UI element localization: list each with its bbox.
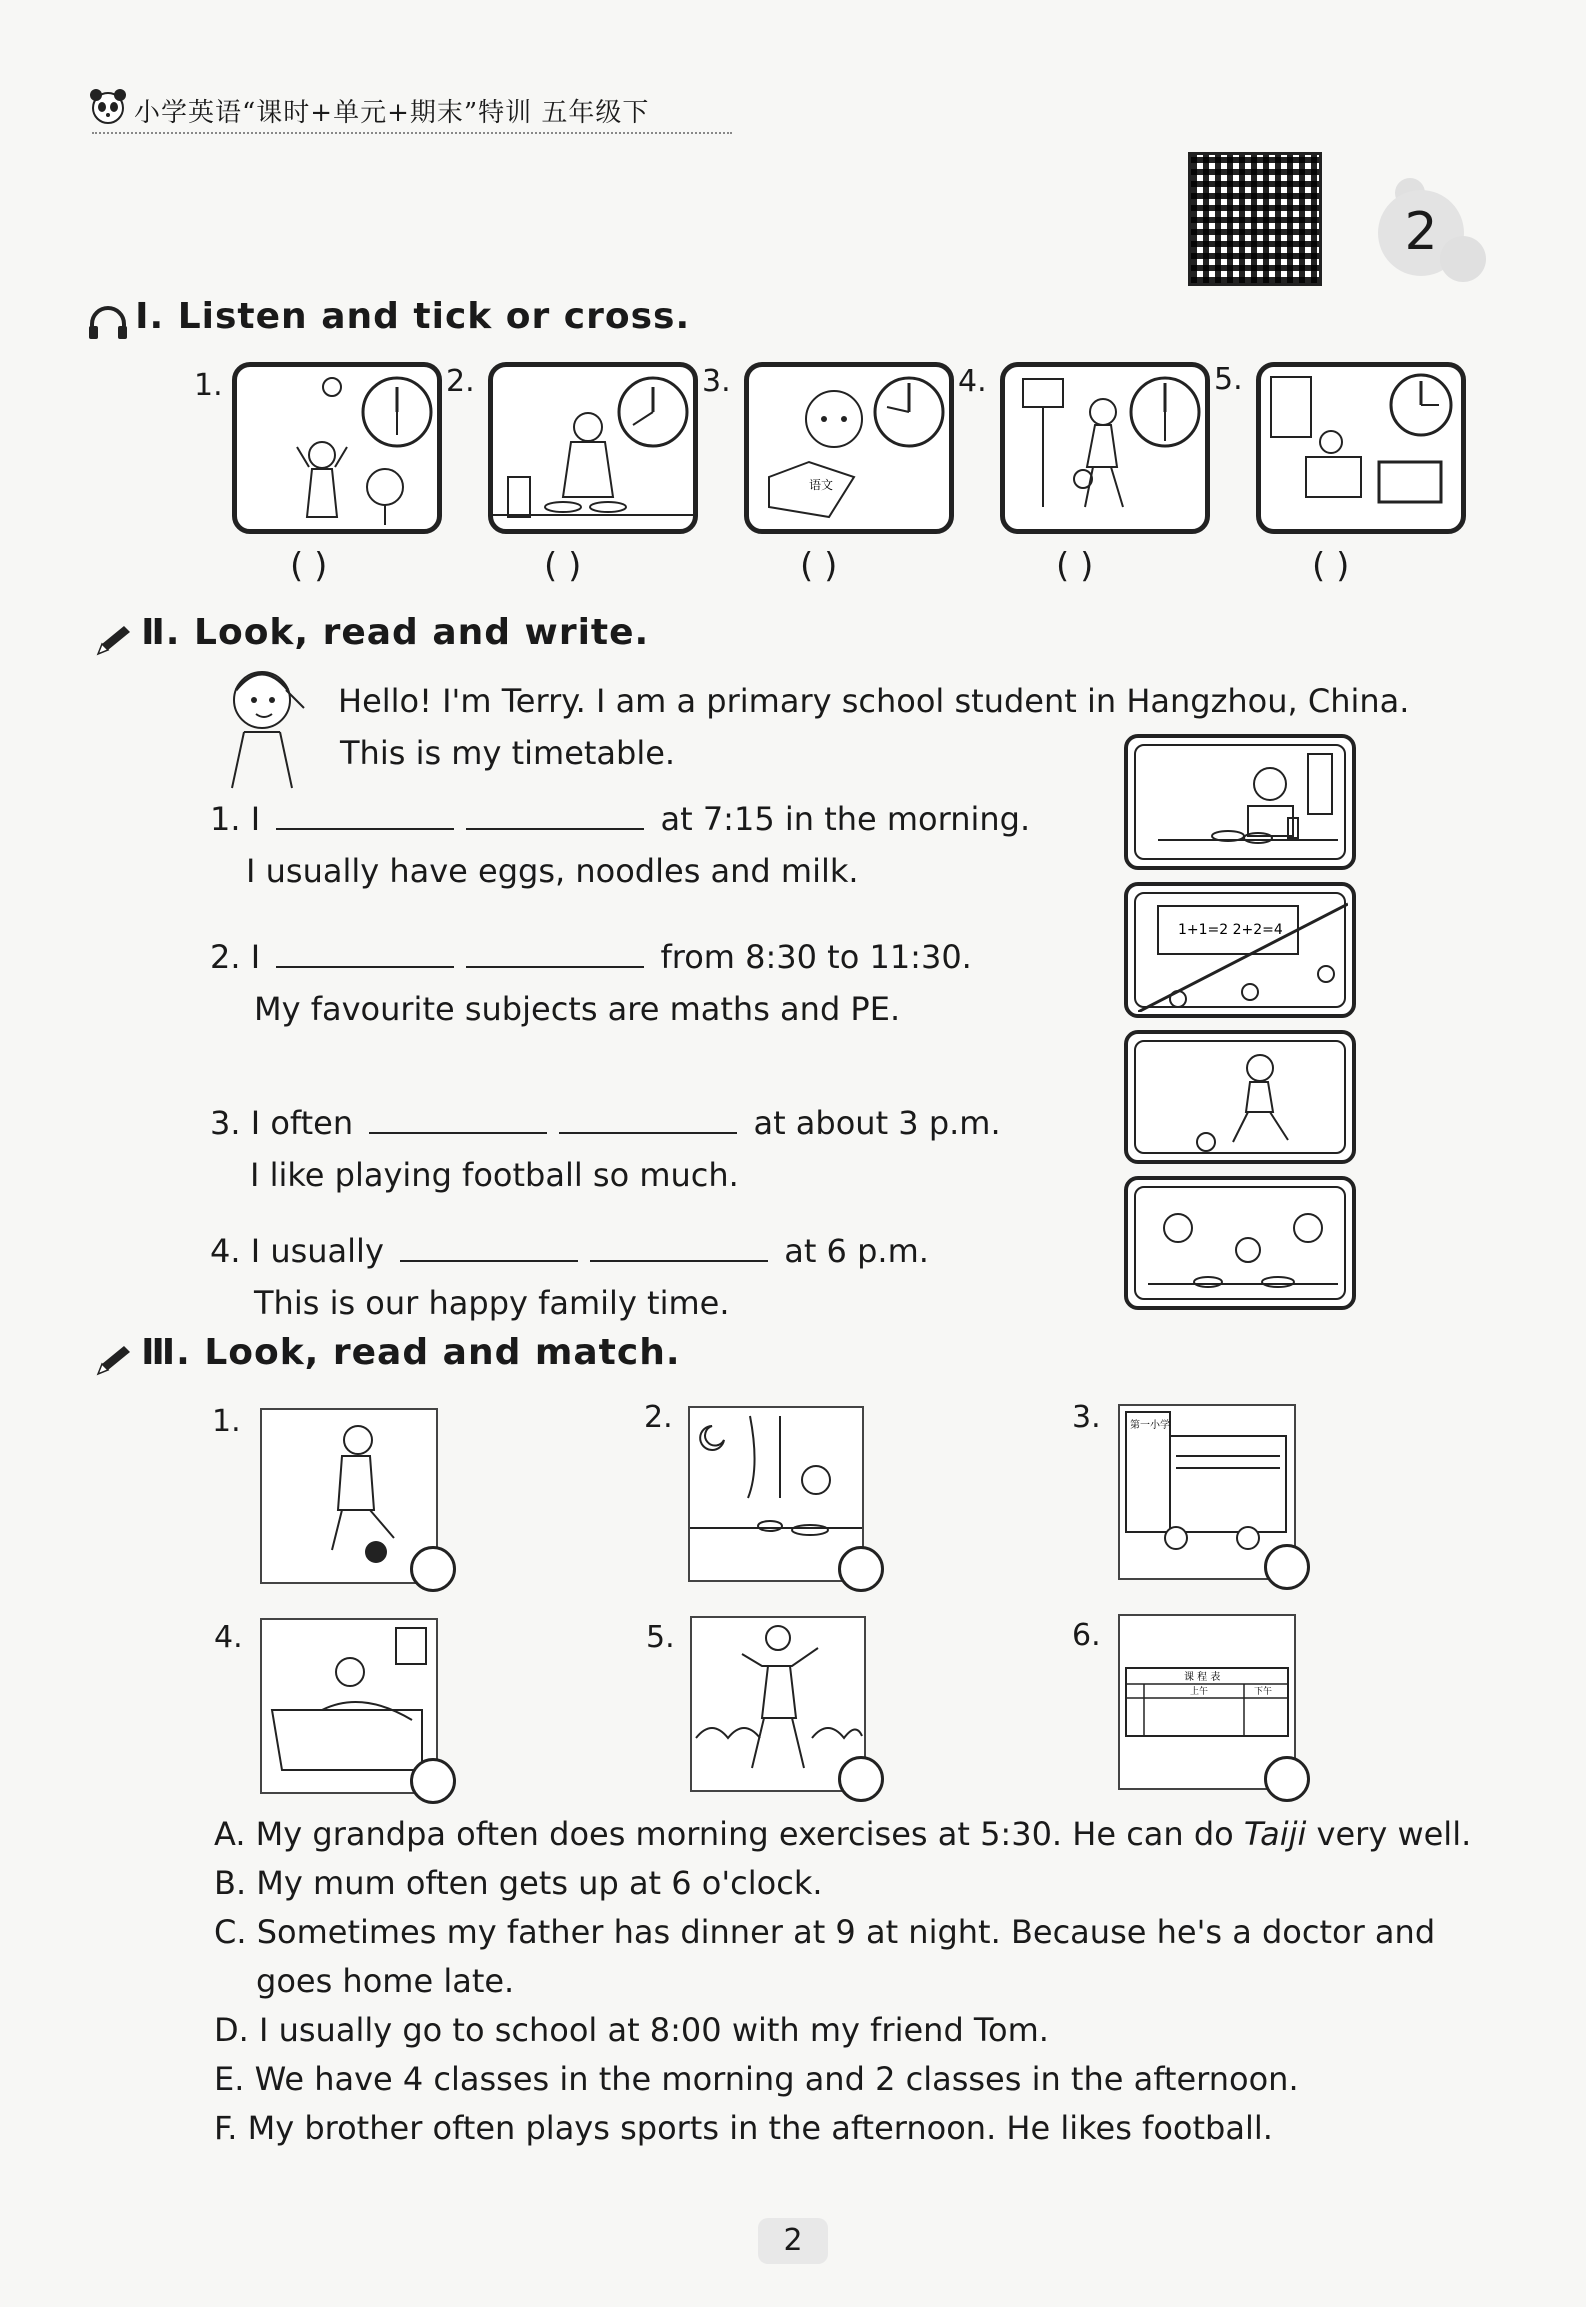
option-c-continued: goes home late. — [256, 1962, 515, 2000]
item-number: 5. — [1214, 362, 1243, 397]
header-rule — [92, 132, 732, 134]
section1-heading — [86, 296, 690, 342]
match-circle[interactable] — [838, 1546, 884, 1592]
timetable-picture-family — [1124, 1176, 1356, 1310]
picture-number: 4. — [214, 1620, 243, 1655]
option-italic: Taiji — [1243, 1815, 1307, 1853]
match-picture-5 — [690, 1616, 866, 1792]
write-item-prefix: 1. I — [210, 800, 261, 838]
timetable-title: 课 程 表 — [1184, 1672, 1221, 1683]
match-options — [214, 1810, 1514, 2153]
answer-parentheses[interactable]: ( ) — [800, 546, 838, 586]
option-text: Sometimes my father has dinner at 9 at night. Because he's a doctor and — [256, 1913, 1436, 1951]
listen-picture-4 — [1000, 362, 1210, 534]
timetable-picture-football — [1124, 1030, 1356, 1164]
answer-blank[interactable] — [466, 940, 644, 968]
option-letter: E. — [214, 2060, 245, 2098]
option-e — [214, 2055, 1514, 2104]
write-item-1 — [210, 800, 1030, 838]
section1-title: Ⅰ. Listen and tick or cross. — [135, 296, 691, 337]
timetable-am: 上午 — [1190, 1687, 1209, 1697]
match-picture-2 — [688, 1406, 864, 1582]
section3-heading — [92, 1332, 681, 1378]
picture-number: 3. — [1072, 1400, 1101, 1435]
timetable-picture-classes — [1124, 882, 1356, 1018]
option-letter: F. — [214, 2109, 238, 2147]
option-d — [214, 2006, 1514, 2055]
answer-blank[interactable] — [276, 940, 454, 968]
match-circle[interactable] — [1264, 1756, 1310, 1802]
pencil-icon — [92, 622, 136, 658]
badge-bubble — [1440, 236, 1486, 282]
option-letter: B. — [214, 1864, 247, 1902]
answer-blank[interactable] — [559, 1106, 737, 1134]
picture-number: 5. — [646, 1620, 675, 1655]
item-number: 4. — [958, 364, 987, 399]
unit-badge: 2 — [1378, 190, 1464, 276]
write-item-note: I like playing football so much. — [250, 1156, 739, 1194]
listen-picture-1 — [232, 362, 442, 534]
match-circle[interactable] — [410, 1546, 456, 1592]
picture-number: 6. — [1072, 1618, 1101, 1653]
option-text: My grandpa often does morning exercises at 5:30. He can do — [255, 1815, 1244, 1853]
section3-title: Ⅲ. Look, read and match. — [141, 1332, 681, 1373]
item-number: 2. — [446, 364, 475, 399]
option-letter: C. — [214, 1913, 247, 1951]
write-item-suffix: at 7:15 in the morning. — [660, 800, 1031, 838]
write-item-suffix: at about 3 p.m. — [753, 1104, 1001, 1142]
terry-boy-illustration — [214, 660, 314, 790]
write-item-3 — [210, 1104, 1001, 1142]
answer-blank[interactable] — [400, 1234, 578, 1262]
listen-picture-5 — [1256, 362, 1466, 534]
panda-logo-icon — [88, 86, 128, 126]
match-circle[interactable] — [410, 1758, 456, 1804]
listen-picture-3 — [744, 362, 954, 534]
write-item-suffix: at 6 p.m. — [784, 1232, 929, 1270]
option-text: very well. — [1306, 1815, 1472, 1853]
item-number: 3. — [702, 364, 731, 399]
match-picture-1 — [260, 1408, 438, 1584]
write-item-2 — [210, 938, 972, 976]
section2-heading — [92, 612, 649, 658]
answer-parentheses[interactable]: ( ) — [290, 546, 328, 586]
listen-picture-2 — [488, 362, 698, 534]
match-circle[interactable] — [838, 1756, 884, 1802]
pencil-icon — [92, 1342, 136, 1378]
picture-number: 1. — [212, 1404, 241, 1439]
option-f — [214, 2104, 1514, 2153]
intro-text-line2: This is my timetable. — [340, 734, 676, 772]
headphones-icon — [86, 306, 130, 342]
item-number: 1. — [194, 368, 223, 403]
answer-blank[interactable] — [590, 1234, 768, 1262]
option-text: We have 4 classes in the morning and 2 classes in the afternoon. — [254, 2060, 1299, 2098]
section2-title: Ⅱ. Look, read and write. — [141, 612, 650, 653]
timetable-pm: 下午 — [1254, 1687, 1273, 1697]
picture-number: 2. — [644, 1400, 673, 1435]
book-header-title: 小学英语“课时+单元+期末”特训 五年级下 — [134, 98, 650, 128]
write-item-prefix: 2. I — [210, 938, 261, 976]
answer-parentheses[interactable]: ( ) — [1056, 546, 1094, 586]
option-text: My brother often plays sports in the afternoon. He likes football. — [247, 2109, 1273, 2147]
option-text: I usually go to school at 8:00 with my friend Tom. — [258, 2011, 1049, 2049]
write-item-note: This is our happy family time. — [254, 1284, 730, 1322]
qr-code — [1188, 152, 1322, 286]
write-item-note: I usually have eggs, noodles and milk. — [246, 852, 859, 890]
option-c — [214, 1908, 1514, 1957]
intro-text-line1: Hello! I'm Terry. I am a primary school student in Hangzhou, China. — [338, 682, 1410, 720]
answer-blank[interactable] — [466, 802, 644, 830]
option-b — [214, 1859, 1514, 1908]
answer-parentheses[interactable]: ( ) — [1312, 546, 1350, 586]
write-item-4 — [210, 1232, 929, 1270]
page-number: 2 — [758, 2218, 828, 2264]
answer-parentheses[interactable]: ( ) — [544, 546, 582, 586]
option-text: My mum often gets up at 6 o'clock. — [256, 1864, 823, 1902]
timetable-picture-breakfast — [1124, 734, 1356, 870]
answer-blank[interactable] — [369, 1106, 547, 1134]
board-text: 1+1=2 2+2=4 — [1178, 922, 1283, 938]
option-a — [214, 1810, 1514, 1859]
write-item-prefix: 3. I often — [210, 1104, 354, 1142]
match-picture-4 — [260, 1618, 438, 1794]
answer-blank[interactable] — [276, 802, 454, 830]
write-item-note: My favourite subjects are maths and PE. — [254, 990, 901, 1028]
option-letter: D. — [214, 2011, 249, 2049]
option-letter: A. — [214, 1815, 246, 1853]
svg-text:语文: 语文 — [809, 478, 834, 492]
match-circle[interactable] — [1264, 1544, 1310, 1590]
write-item-suffix: from 8:30 to 11:30. — [660, 938, 972, 976]
write-item-prefix: 4. I usually — [210, 1232, 384, 1270]
school-sign: 第一小学 — [1130, 1420, 1170, 1431]
